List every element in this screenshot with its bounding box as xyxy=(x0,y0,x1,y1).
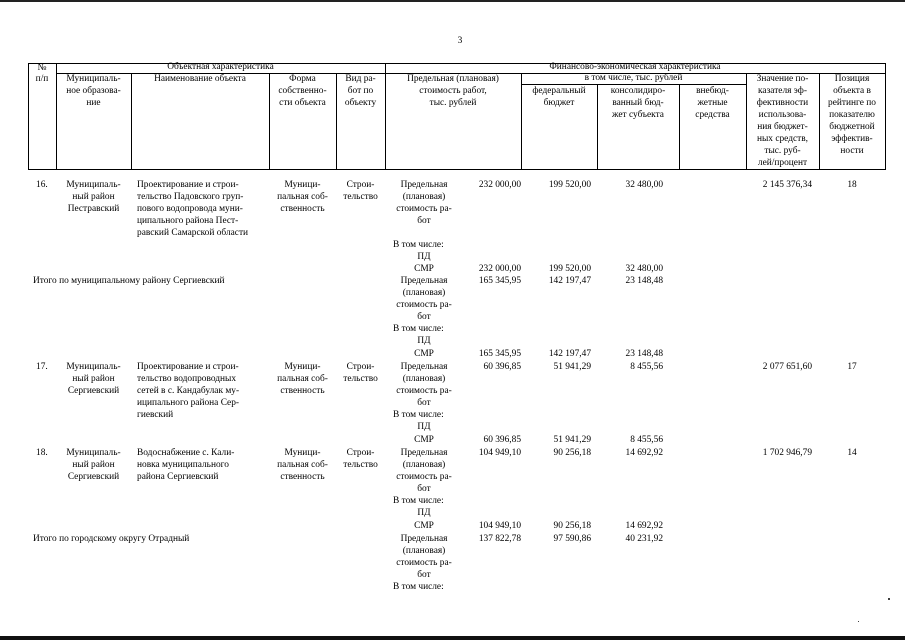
header-federal-1: федеральный xyxy=(532,86,586,96)
row-municipal-1: Муниципаль- xyxy=(66,180,121,190)
row-cost-label-1: Предельная xyxy=(400,180,448,190)
row-consolidated: 14 692,92 xyxy=(625,448,663,458)
subtotal-including: В том числе: xyxy=(393,324,444,334)
header-position-1: Позиция xyxy=(834,74,870,84)
row-work-1: Строи- xyxy=(346,180,375,190)
subtotal-cost-label-4: бот xyxy=(417,570,431,580)
row-total: 232 000,00 xyxy=(478,180,521,190)
row-work-1: Строи- xyxy=(346,362,375,372)
row-municipal-2: ный район xyxy=(72,374,115,384)
row-federal: 51 941,29 xyxy=(553,362,591,372)
subtotal-label: Итого по муниципальному району Сергиевский xyxy=(33,276,225,286)
row-smr-federal: 90 256,18 xyxy=(553,521,591,531)
row-object-name-3: пового водопровода муни- xyxy=(137,204,243,214)
subtotal-federal: 142 197,47 xyxy=(548,276,591,286)
subtotal-cost-label-2: (плановая) xyxy=(402,288,446,298)
row-municipal-1: Муниципаль- xyxy=(66,362,121,372)
header-num-2: п/п xyxy=(35,74,49,84)
row-ownership-2: пальная соб- xyxy=(277,460,328,470)
row-object-name-1: Водоснабжение с. Кали- xyxy=(137,448,235,458)
header-efficiency-8: лей/процент xyxy=(757,158,808,168)
subtotal-consolidated: 40 231,92 xyxy=(625,534,663,544)
header-num: № xyxy=(37,63,47,73)
subtotal-total: 137 822,78 xyxy=(478,534,521,544)
row-ownership-3: ственность xyxy=(280,472,325,482)
row-object-name-4: ципального района Пест- xyxy=(137,216,239,226)
subtotal-consolidated: 23 148,48 xyxy=(625,276,663,286)
header-work-type-3: объекту xyxy=(344,98,377,108)
subtotal-cost-label-3: стоимость ра- xyxy=(396,300,452,310)
header-consolidated-3: жет субъекта xyxy=(612,110,664,120)
header-ownership-2: собственно- xyxy=(278,86,327,96)
row-cost-label-2: (плановая) xyxy=(402,460,446,470)
row-cost-label-1: Предельная xyxy=(400,448,448,458)
row-including: В том числе: xyxy=(393,410,444,420)
row-municipal-2: ный район xyxy=(72,192,115,202)
subtotal-cost-label-2: (плановая) xyxy=(402,546,446,556)
subtotal-pd: ПД xyxy=(417,336,431,346)
row-pd: ПД xyxy=(417,508,431,518)
scan-edge-top xyxy=(0,0,905,2)
row-municipal-3: Сергиевский xyxy=(67,386,120,396)
row-total: 60 396,85 xyxy=(483,362,521,372)
header-limit-cost-2: стоимость работ, xyxy=(419,86,487,96)
row-efficiency: 1 702 946,79 xyxy=(762,448,812,458)
row-object-name-1: Проектирование и строи- xyxy=(137,362,239,372)
row-ownership-3: ственность xyxy=(280,204,325,214)
subtotal-cost-label-4: бот xyxy=(417,312,431,322)
row-cost-label-4: бот xyxy=(417,484,431,494)
header-efficiency-1: Значение по- xyxy=(756,74,809,84)
row-ownership-2: пальная соб- xyxy=(277,192,328,202)
row-smr-total: 232 000,00 xyxy=(478,264,521,274)
header-consolidated-2: ванный бюд- xyxy=(612,98,664,108)
header-federal-2: бюджет xyxy=(543,98,575,108)
row-consolidated: 32 480,00 xyxy=(625,180,663,190)
row-ownership-1: Муници- xyxy=(284,180,321,190)
row-smr: СМР xyxy=(414,264,434,274)
row-municipal-1: Муниципаль- xyxy=(66,448,121,458)
header-work-type-2: бот по xyxy=(347,86,374,96)
row-municipal-3: Сергиевский xyxy=(67,472,120,482)
row-efficiency: 2 077 651,60 xyxy=(762,362,812,372)
row-object-name-3: района Сергиевский xyxy=(137,472,219,482)
row-including: В том числе: xyxy=(393,496,444,506)
row-object-name-3: сетей в с. Кандабулак му- xyxy=(137,386,240,396)
row-smr-consolidated: 32 480,00 xyxy=(625,264,663,274)
row-total: 104 949,10 xyxy=(478,448,521,458)
subtotal-label: Итого по городскому округу Отрадный xyxy=(33,534,190,544)
page-number: 3 xyxy=(457,36,463,46)
row-work-1: Строи- xyxy=(346,448,375,458)
header-consolidated-1: консолидиро- xyxy=(610,86,666,96)
row-cost-label-4: бот xyxy=(417,216,431,226)
row-work-2: тельство xyxy=(343,192,378,202)
header-finance-group: Финансово-экономическая характеристика xyxy=(549,62,721,72)
row-cost-label-3: стоимость ра- xyxy=(396,386,452,396)
header-municipal-1: Муниципаль- xyxy=(66,74,121,84)
subtotal-cost-label-1: Предельная xyxy=(400,534,448,544)
row-position: 17 xyxy=(847,362,857,372)
row-ownership-1: Муници- xyxy=(284,362,321,372)
subtotal-smr: СМР xyxy=(414,349,434,359)
row-cost-label-3: стоимость ра- xyxy=(396,472,452,482)
row-smr-federal: 51 941,29 xyxy=(553,435,591,445)
header-limit-cost-1: Предельная (плановая) xyxy=(407,74,499,84)
subtotal-cost-label-3: стоимость ра- xyxy=(396,558,452,568)
header-work-type-1: Вид ра- xyxy=(345,74,376,84)
scan-edge-bottom xyxy=(0,636,905,640)
row-smr: СМР xyxy=(414,521,434,531)
row-number: 16. xyxy=(36,180,48,190)
subtotal-federal: 97 590,86 xyxy=(553,534,591,544)
subtotal-smr-consolidated: 23 148,48 xyxy=(625,349,663,359)
subtotal-smr-federal: 142 197,47 xyxy=(548,349,591,359)
row-cost-label-2: (плановая) xyxy=(402,374,446,384)
header-position-7: ности xyxy=(840,146,864,156)
header-position-2: объекта в xyxy=(833,86,871,96)
header-extrabudget-2: жетные xyxy=(697,98,728,108)
row-including: В том числе: xyxy=(393,240,444,250)
row-object-name-2: новка муниципального xyxy=(137,460,229,470)
row-ownership-3: ственность xyxy=(280,386,325,396)
row-position: 14 xyxy=(847,448,857,458)
row-smr-federal: 199 520,00 xyxy=(548,264,591,274)
row-smr-consolidated: 8 455,56 xyxy=(630,435,663,445)
header-efficiency-5: ния бюджет- xyxy=(757,122,808,132)
header-municipal-2: ное образова- xyxy=(66,86,121,96)
row-smr-consolidated: 14 692,92 xyxy=(625,521,663,531)
row-federal: 199 520,00 xyxy=(548,180,591,190)
row-smr-total: 104 949,10 xyxy=(478,521,521,531)
header-efficiency-7: тыс. руб- xyxy=(764,146,801,156)
row-number: 18. xyxy=(36,448,48,458)
row-smr: СМР xyxy=(414,435,434,445)
row-cost-label-1: Предельная xyxy=(400,362,448,372)
row-municipal-2: ный район xyxy=(72,460,115,470)
row-ownership-2: пальная соб- xyxy=(277,374,328,384)
header-extrabudget-1: внебюд- xyxy=(696,86,729,96)
header-including: в том числе, тыс. рублей xyxy=(584,73,683,83)
header-position-5: бюджетной xyxy=(829,122,875,132)
header-limit-cost-3: тыс. рублей xyxy=(429,98,477,108)
header-efficiency-4: использова- xyxy=(758,110,807,120)
row-efficiency: 2 145 376,34 xyxy=(762,180,812,190)
row-cost-label-3: стоимость ра- xyxy=(396,204,452,214)
scan-speck xyxy=(888,598,890,600)
row-position: 18 xyxy=(847,180,857,190)
header-position-3: рейтинге по xyxy=(828,98,876,108)
header-ownership-1: Форма xyxy=(289,74,316,84)
row-pd: ПД xyxy=(417,252,431,262)
header-efficiency-6: ных средств, xyxy=(756,134,809,144)
row-smr-total: 60 396,85 xyxy=(483,435,521,445)
header-ownership-3: сти объекта xyxy=(279,98,326,108)
row-object-name-2: тельство Падовского груп- xyxy=(137,192,244,202)
subtotal-smr-total: 165 345,95 xyxy=(478,349,521,359)
subtotal-total: 165 345,95 xyxy=(478,276,521,286)
subtotal-including: В том числе: xyxy=(393,582,444,592)
header-municipal-3: ние xyxy=(86,98,101,108)
scan-speck xyxy=(858,621,859,622)
subtotal-cost-label-1: Предельная xyxy=(400,276,448,286)
row-object-name-2: тельство водопроводных xyxy=(137,374,237,384)
row-work-2: тельство xyxy=(343,374,378,384)
row-cost-label-4: бот xyxy=(417,398,431,408)
header-position-6: эффектив- xyxy=(831,134,873,144)
row-number: 17. xyxy=(36,362,48,372)
row-federal: 90 256,18 xyxy=(553,448,591,458)
row-object-name-5: гиевский xyxy=(137,410,174,420)
row-pd: ПД xyxy=(417,422,431,432)
row-cost-label-2: (плановая) xyxy=(402,192,446,202)
row-ownership-1: Муници- xyxy=(284,448,321,458)
header-efficiency-2: казателя эф- xyxy=(758,86,807,96)
row-object-name-1: Проектирование и строи- xyxy=(137,180,239,190)
row-object-name-5: равский Самарской области xyxy=(137,228,249,238)
row-municipal-3: Пестравский xyxy=(67,204,120,214)
header-object-name: Наименование объекта xyxy=(154,74,246,84)
header-extrabudget-3: средства xyxy=(695,110,730,120)
header-position-4: показателю xyxy=(829,110,875,120)
header-object-group: Объектная характеристика xyxy=(167,62,274,72)
row-consolidated: 8 455,56 xyxy=(630,362,663,372)
row-object-name-4: иципального района Сер- xyxy=(137,398,240,408)
row-work-2: тельство xyxy=(343,460,378,470)
header-efficiency-3: фективности xyxy=(756,98,809,108)
